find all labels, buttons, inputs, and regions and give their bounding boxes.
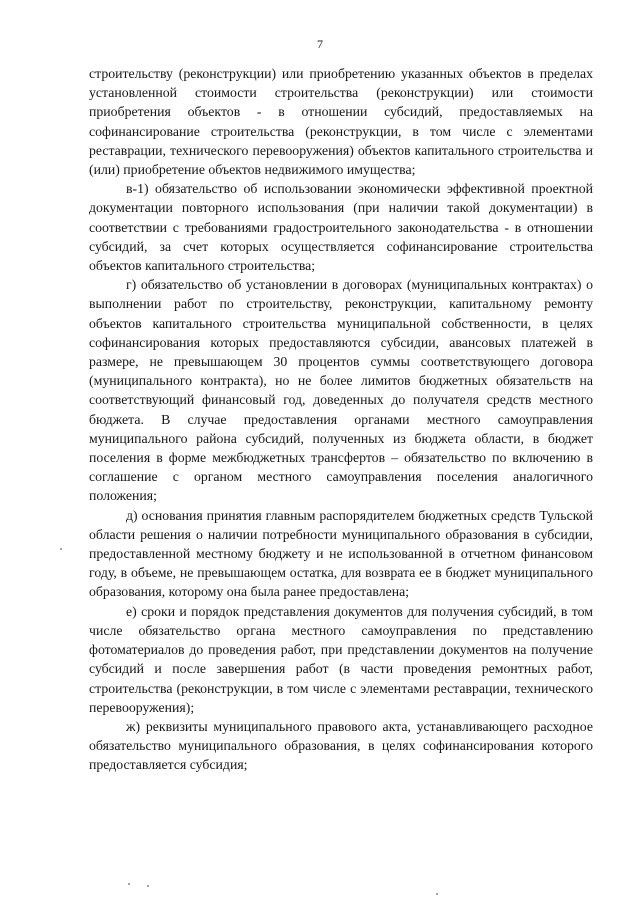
document-body [89,64,593,775]
paragraph-continuation: строительству (реконструкции) или приобретению указанных объектов в пределах установленной стоимости строительства (реконструкции) или стоимости приобретения объектов - в отношении субсидий, предоставляемых на софинансирование строительства (реконструкции, в том числе с элементами реставрации, технического перевооружения) объектов капитального строительства и (или) приобретение объектов недвижимого имущества; [89,66,593,178]
scan-speck [60,548,62,550]
paragraph-e: е) сроки и порядок представления документов для получения субсидий, в том числе обязательство органа местного самоуправления по представлению фотоматериалов до проведения работ, при представлении документов на получение субсидий и после завершения работ (в части проведения ремонтных работ, строительства (реконструкции, в том числе с элементами реставрации, технического перевооружения); [89,603,593,715]
scan-speck [436,893,438,895]
page-number: 7 [317,37,323,51]
scan-speck [147,885,149,887]
paragraph-g: г) обязательство об установлении в договорах (муниципальных контрактах) о выполнении работ по строительству, реконструкции, капитальному ремонту объектов капитального строительства муниципальной собственности, в целях софинансирования которых предоставляются субсидии, авансовых платежей в размере, не превышающем 30 процентов суммы соответствующего договора (муниципального контракта), но не более лимитов бюджетных обязательств на соответствующий финансовый год, доведенных до получателя средств местного бюджета. В случае предоставления органами местного самоуправления муниципального района субсидий, полученных из бюджета области, в бюджет поселения в форме межбюджетных трансфертов – обязательство по включению в соглашение с органом местного самоуправления поселения аналогичного положения; [89,277,593,504]
paragraph-zh: ж) реквизиты муниципального правового акта, устанавливающего расходное обязательство муниципального образования, в целях софинансирования которого предоставляется субсидия; [89,718,593,773]
paragraph-d: д) основания принятия главным распорядителем бюджетных средств Тульской области решения о наличии потребности муниципального образования в субсидии, предоставленной местному бюджету и не использованной в отчетном финансовом году, в объеме, не превышающем остатка, для возврата ее в бюджет муниципального образования, которому она была ранее предоставлена; [89,507,593,600]
paragraph-v1: в-1) обязательство об использовании экономически эффективной проектной документации повторного использования (при наличии такой документации) в соответствии с требованиями градостроительного законодательства - в отношении субсидий, за счет которых осуществляется софинансирование строительства объектов капитального строительства; [89,181,593,274]
scan-speck [128,883,130,885]
